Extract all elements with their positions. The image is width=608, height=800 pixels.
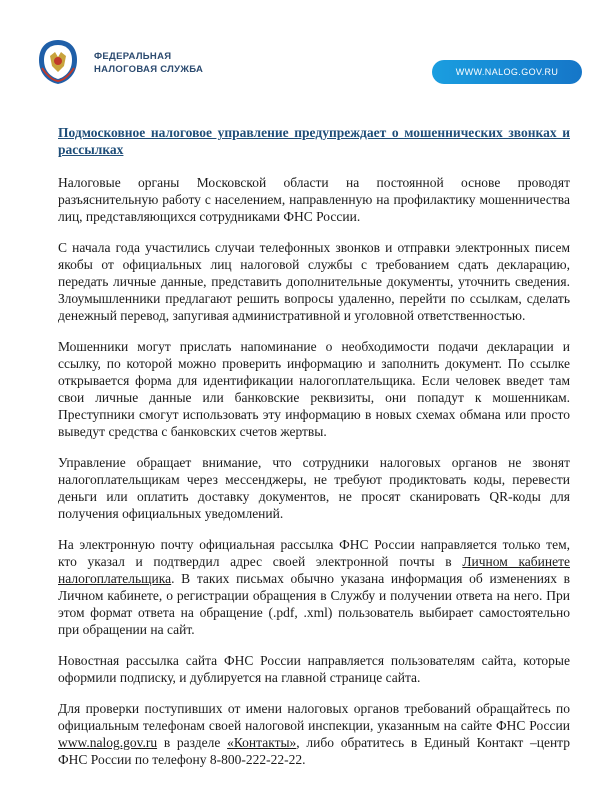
paragraph-1: Налоговые органы Московской области на постоянной основе проводят разъяснительную работу с населением, направленную на профилактику мошенничества лиц, представляющихся сотрудниками ФНС России. <box>58 175 570 224</box>
org-name-line1: ФЕДЕРАЛЬНАЯ <box>94 51 172 62</box>
paragraph-5-text-a: На электронную почту официальная рассылка ФНС России направляется только тем, кто указал и подтвердил адрес своей электронной почты в <box>58 537 570 569</box>
article-title: Подмосковное налоговое управление предупреждает о мошеннических звонках и рассылках <box>58 125 570 157</box>
organization-name <box>94 50 203 76</box>
site-link-button[interactable]: WWW.NALOG.GOV.RU <box>432 60 582 84</box>
paragraph-6: Новостная рассылка сайта ФНС России направляется пользователям сайта, которые оформили подписку, и дублируется на главной странице сайта. <box>58 653 570 685</box>
paragraph-7-text-b: в разделе <box>157 735 228 750</box>
paragraph-5-text-b: . В таких письмах обычно указана информация об изменениях в Личном кабинете, о регистрации обращения в Службу и получении ответа на него. При этом формат ответа на обращение (.pdf, .xml) пользователь выбирает самостоятельно при обращении на сайт. <box>58 571 570 637</box>
paragraph-2: С начала года участились случаи телефонных звонков и отправки электронных писем якобы от официальных лиц налоговой службы с требованием сдать декларацию, передать личные данные, представить дополнительные документы, уточнить сведения. Злоумышленники предлагают решить вопросы удаленно, перейти по ссылкам, сделать денежный перевод, запугивая административной и уголовной ответственностью. <box>58 240 570 323</box>
contacts-link[interactable]: «Контакты» <box>227 735 297 750</box>
paragraph-7-text-a: Для проверки поступивших от имени налоговых органов требований обращайтесь по официальным телефонам своей налоговой инспекции, указанным на сайте ФНС России <box>58 701 570 733</box>
nalog-site-link[interactable]: www.nalog.gov.ru <box>58 735 158 750</box>
org-name-line2: НАЛОГОВАЯ СЛУЖБА <box>94 64 204 75</box>
article <box>58 124 570 782</box>
personal-account-link[interactable]: Личном кабинете налогоплательщика <box>58 554 570 586</box>
paragraph-5 <box>58 536 570 638</box>
paragraph-4: Управление обращает внимание, что сотрудники налоговых органов не звонят налогоплательщикам через мессенджеры, не требуют продиктовать коды, перевести деньги или оплатить доставку документов, не просят сканировать QR-коды для получения официальных уведомлений. <box>58 455 570 521</box>
fns-emblem-logo <box>36 38 80 86</box>
paragraph-7 <box>58 700 570 768</box>
paragraph-3: Мошенники могут прислать напоминание о необходимости подачи декларации и ссылку, по которой можно проверить информацию и заполнить документ. По ссылке открывается форма для идентификации налогоплательщика. Если человек введет там свои личные данные или банковские реквизиты, они попадут к мошенникам. Преступники смогут использовать эту информацию в новых схемах обмана или просто выведут средства с банковских счетов жертвы. <box>58 339 570 439</box>
page-header <box>0 0 608 110</box>
paragraph-7-text-c: , либо обратитесь в Единый Контакт –центр ФНС России по телефону 8-800-222-22-22. <box>58 735 570 767</box>
